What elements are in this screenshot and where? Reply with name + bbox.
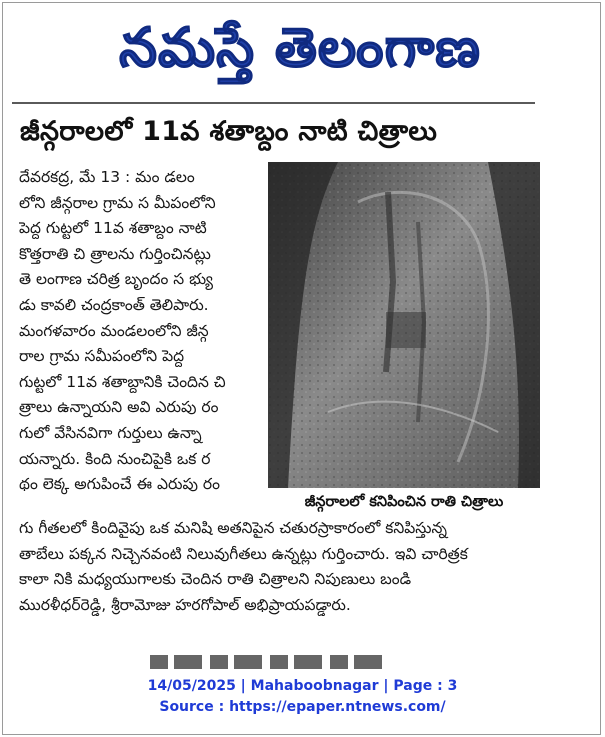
article-line: యన్నారు. కింది నుంచిపైకి ఒక ర <box>19 449 211 468</box>
masthead-divider <box>12 102 535 104</box>
article-line: రాల గ్రామ సమీపంలోని పెద్ద <box>19 347 185 366</box>
newspaper-masthead: నమస్తే తెలంగాణ <box>119 16 481 79</box>
article-line: తాబేలు పక్కన నిచ్చెనవంటి నిలువుగీతలు ఉన్నట్లు గుర్తించారు. ఇవి చారిత్రక <box>19 544 468 563</box>
source-link[interactable]: Source : https://epaper.ntnews.com/ <box>159 699 446 715</box>
article-line: మంగళవారం మండలంలోని జీన్గ <box>19 321 209 340</box>
article-line: త్రాలు ఉన్నాయని అవి ఎరుపు రం <box>19 398 219 417</box>
article-line: థం లెక్క అగుపించే ఈ ఎరుపు రం <box>19 475 220 494</box>
article-full-width-text <box>19 516 542 618</box>
article-line: గులో వేసినవిగా గుర్తులు ఉన్నా <box>19 423 202 442</box>
edition-info: 14/05/2025 | Mahaboobnagar | Page : 3 <box>147 678 458 694</box>
article-line: గుట్టలో 11వ శతాబ్దానికి చెందిన చి <box>19 372 226 391</box>
article-line: కొత్తరాతి చి త్రాలను గుర్తించినట్లు <box>19 244 211 263</box>
article-headline: జీన్గరాలలో 11వ శతాబ్దం నాటి చిత్రాలు <box>20 116 438 147</box>
article-line: మురళీధర్‌రెడ్డి, శ్రీరామోజు హరగోపాల్ అభిప్రాయపడ్డారు. <box>19 595 351 614</box>
article-line: డు కావలి చంద్రకాంత్ తెలిపారు. <box>19 295 209 314</box>
rock-painting-photo <box>268 162 540 488</box>
article-line: తె లంగాణ చరిత్ర బృందం స భ్యు <box>19 270 213 289</box>
photo-caption: జీన్గరాలలో కనిపించిన రాతి చిత్రాలు <box>268 488 540 516</box>
article-line: దేవరకద్ర, మే 13 : మం డలం <box>19 168 195 186</box>
article-column-text <box>19 165 261 498</box>
article-line: లోని జీన్గరాల గ్రామ స మీపంలోని <box>19 193 216 212</box>
article-line: గు గీతలలో కిందివైపు ఒక మనిషి అతనిపైన చతురస్రాకారంలో కనిపిస్తున్న <box>19 519 447 537</box>
cropped-next-article-fragment <box>150 655 390 669</box>
page-footer <box>0 676 605 718</box>
article-line: కాలా నికి మధ్యయుగాలకు చెందిన రాతి చిత్రాలని నిపుణులు బండి <box>19 570 412 589</box>
article-line: పెద్ద గుట్టలో 11వ శతాబ్దం నాటి <box>19 219 207 238</box>
